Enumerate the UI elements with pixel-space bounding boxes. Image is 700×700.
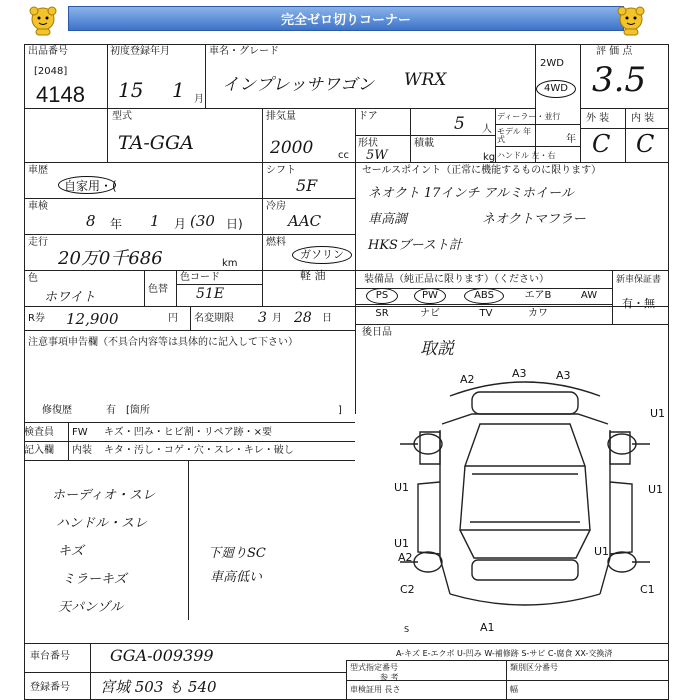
repair-label: 修復歴	[42, 405, 72, 416]
remark-left-4: ミラーキズ	[62, 572, 127, 587]
shift-value: 5F	[296, 176, 318, 195]
diagram-mark-12: S	[404, 625, 410, 634]
warranty-value: 有・無	[622, 297, 655, 310]
tax-unit: 円	[168, 313, 178, 324]
warranty-label: 新車保証書	[616, 275, 662, 285]
mileage-unit: km	[222, 258, 238, 269]
lot-code: [2048]	[34, 66, 68, 77]
fuel-label: 燃料	[266, 237, 286, 248]
term-month: 3	[258, 310, 267, 326]
checker-label-b: 記入欄	[24, 445, 54, 456]
mileage-label: 走行	[28, 237, 48, 248]
dimension-width-label: 幅	[510, 685, 518, 694]
car-grade: WRX	[404, 70, 447, 90]
equipment-label: 装備品（純正品に限ります）（ください）	[364, 274, 549, 285]
diagram-mark-3: A3	[556, 369, 571, 382]
term-day-unit: 日	[322, 313, 332, 324]
usage-options: 自家用・(	[64, 179, 117, 193]
lot-label: 出品番号	[28, 46, 68, 57]
header-title-bar	[68, 6, 624, 31]
equipment-navi: ナビ	[420, 308, 440, 319]
usage-label: 車歴	[28, 165, 48, 176]
score-label: 評 価 点	[596, 46, 633, 57]
equipment-airbag: エアB	[524, 290, 552, 301]
inspection-month-unit: 月	[174, 217, 187, 231]
tax-value: 12,900	[66, 310, 119, 328]
model-value: TA-GGA	[118, 132, 194, 154]
plate-label: 登録番号	[30, 682, 70, 693]
handle-label: ハンドル 左・右	[497, 151, 556, 160]
notes-label: 注意事項申告欄（不具合内容等は具体的に記入して下さい）	[28, 337, 298, 348]
chassis-label: 車台番号	[30, 651, 70, 662]
displacement-unit: cc	[338, 150, 349, 161]
equipment-tv: TV	[479, 308, 493, 319]
diagram-mark-1: A2	[460, 373, 475, 386]
capacity-unit: kg	[483, 152, 496, 163]
equipment-sr: SR	[375, 308, 389, 319]
shape-value: 5W	[366, 148, 388, 163]
usage-selected-mark	[58, 176, 116, 194]
score-interior: C	[636, 130, 655, 158]
repair-part-label: [箇所	[126, 405, 150, 416]
displacement-value: 2000	[270, 138, 314, 158]
diagram-mark-9: A2	[398, 551, 413, 564]
doors-value: 5	[454, 114, 465, 134]
equipment-leather: カワ	[528, 308, 548, 319]
inspection-month: 1	[150, 212, 160, 230]
equipment-pw: PW	[414, 288, 446, 304]
registration-month-unit: 月	[194, 94, 204, 105]
score-exterior: C	[592, 130, 611, 158]
plate-value: 宮城 503 も 540	[100, 678, 217, 696]
inspection-year-unit: 年	[110, 217, 123, 231]
color-code: 51E	[196, 286, 225, 302]
repair-close: ]	[338, 405, 342, 416]
equipment-ps: PS	[366, 288, 398, 304]
mascot-right	[614, 6, 648, 36]
sales-line-4: HKSブースト計	[368, 238, 462, 253]
checker-interior-tag: 内装	[72, 445, 92, 456]
fuel-diesel: 軽 油	[300, 269, 326, 282]
designation-label: 型式指定番号	[350, 663, 398, 672]
remark-left-1: ホーディオ・スレ	[52, 488, 155, 503]
remark-left-5: 天パンゾル	[58, 600, 124, 615]
inspection-label: 車検	[28, 201, 48, 212]
car-name: インプレッサワゴン	[222, 75, 375, 95]
score-value: 3.5	[592, 60, 647, 100]
checker-fw: FW	[72, 427, 88, 438]
drive-2wd: 2WD	[540, 58, 564, 69]
inspection-day: (30	[190, 212, 215, 230]
inspection-day-unit: 日)	[226, 217, 243, 231]
displacement-label: 排気量	[266, 111, 296, 122]
remark-left-3: キズ	[58, 544, 84, 559]
chassis-value: GGA-009399	[110, 646, 214, 665]
diagram-mark-8: U1	[594, 545, 610, 558]
checker-label-a: 検査員	[24, 427, 54, 438]
diagram-mark-4: U1	[650, 407, 666, 420]
registration-month: 1	[172, 78, 185, 102]
remark-right-2: 車高低い	[210, 570, 263, 585]
inspection-year: 8	[86, 212, 96, 230]
equipment-abs: ABS	[464, 288, 504, 304]
people-unit: 人	[482, 124, 492, 135]
diagram-mark-2: A3	[512, 367, 527, 380]
header-title: 完全ゼロ切りコーナー	[280, 13, 411, 28]
term-month-unit: 月	[272, 313, 282, 324]
repair-value: 有	[106, 405, 116, 416]
fuel-gasoline: ガソリン	[292, 246, 352, 264]
sales-line-3: ネオクトマフラー	[482, 212, 586, 227]
color-code-label: 色コード	[180, 272, 220, 283]
remark-left-2: ハンドル・スレ	[56, 516, 148, 531]
diagram-legend: A-キズ E-エクボ U-凹み W-補修跡 S-サビ C-腐食 XX-交換済	[396, 649, 613, 658]
score-exterior-label: 外 装	[586, 113, 610, 124]
term-day: 28	[294, 310, 312, 326]
cert-label: 車検証用 長さ	[350, 685, 401, 694]
dealer-label: ディーラー・並行	[497, 112, 561, 121]
model-year-label: モデル 年式	[497, 127, 532, 144]
checker-interior-items: キタ・汚し・コゲ・穴・スレ・キレ・破し	[104, 445, 294, 456]
later-value: 取説	[420, 339, 454, 359]
mileage-value: 20万0千686	[58, 248, 163, 269]
later-label: 後日品	[362, 327, 392, 338]
diagram-mark-7: U1	[394, 537, 410, 550]
diagram-mark-13: A1	[480, 621, 495, 634]
registration-label: 初度登録年月	[110, 46, 170, 57]
car-damage-diagram	[380, 362, 670, 642]
equipment-aw: AW	[580, 290, 598, 301]
color-value: ホワイト	[44, 290, 96, 305]
diagram-mark-10: C2	[400, 583, 415, 596]
color-label: 色	[28, 273, 38, 284]
cooling-value: AAC	[288, 212, 322, 230]
shift-label: シフト	[266, 165, 296, 176]
reference-label: 参 考	[380, 673, 399, 682]
model-year-unit: 年	[566, 134, 576, 145]
capacity-label: 積載	[414, 138, 434, 149]
term-label: 名変期限	[194, 313, 234, 324]
diagram-mark-5: U1	[394, 481, 410, 494]
sales-line-2: 車高調	[368, 212, 408, 227]
model-label: 型式	[112, 111, 132, 122]
registration-year: 15	[118, 78, 144, 102]
remark-right-1: 下廻りSC	[208, 546, 266, 561]
tax-label: R券	[28, 313, 45, 324]
sales-line-1: ネオクト 17インチ アルミホイール	[368, 186, 574, 201]
color-change-label: 色替	[148, 284, 168, 295]
shape-label: 形状	[358, 138, 378, 149]
diagram-mark-11: C1	[640, 583, 655, 596]
score-interior-label: 内 装	[631, 113, 655, 124]
sales-label: セールスポイント（正常に機能するものに限ります）	[362, 165, 602, 176]
doors-label: ドア	[358, 111, 378, 122]
cooling-label: 冷房	[266, 201, 286, 212]
mascot-left	[26, 6, 60, 36]
category-label: 類別区分番号	[510, 663, 558, 672]
lot-number: 4148	[36, 82, 85, 107]
drive-4wd: 4WD	[536, 80, 576, 98]
car-label: 車名・グレード	[209, 46, 279, 57]
checker-fw-items: キズ・凹み・ヒビ割・リペア跡・×要	[104, 427, 272, 438]
diagram-mark-6: U1	[648, 483, 664, 496]
